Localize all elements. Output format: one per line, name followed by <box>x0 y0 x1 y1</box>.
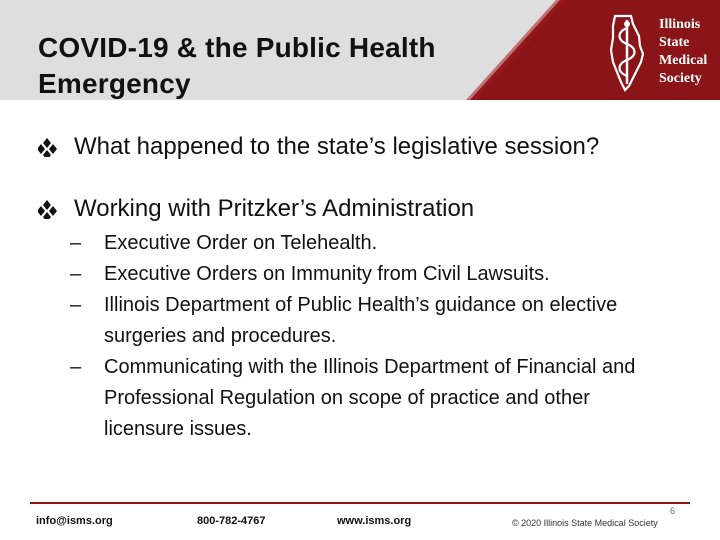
footer-divider <box>30 502 690 504</box>
sub-bullet-item <box>70 228 670 259</box>
bullet-item <box>38 194 708 224</box>
isms-logo <box>605 10 715 95</box>
sub-bullet-item <box>70 259 670 290</box>
footer-email[interactable]: info@isms.org <box>36 515 113 527</box>
dash-marker: – <box>70 356 82 378</box>
sub-bullet-list <box>70 228 670 445</box>
logo-line-3: Medical <box>659 53 708 68</box>
dash-marker: – <box>70 232 82 254</box>
logo-line-4: Society <box>659 71 702 86</box>
logo-line-1: Illinois <box>659 17 701 32</box>
page-number: 6 <box>670 506 676 516</box>
slide-title: COVID-19 & the Public Health Emergency <box>38 32 436 99</box>
bullet-item <box>38 132 708 162</box>
sub-bullet-text: Executive Order on Telehealth. <box>104 232 378 254</box>
bullet-list <box>38 132 708 224</box>
bullet-text: Working with Pritzker’s Administration <box>74 195 475 222</box>
dash-marker: – <box>70 294 82 316</box>
sub-bullet-text: Communicating with the Illinois Department of Financial and Professional Regulation on scope of practice and other licensure issues. <box>104 356 636 440</box>
bullet-text: What happened to the state’s legislative session? <box>74 133 600 160</box>
logo-line-2: State <box>659 35 690 50</box>
diamond-bullet-icon <box>38 199 68 219</box>
dash-marker: – <box>70 263 82 285</box>
sub-bullet-item <box>70 352 670 445</box>
sub-bullet-item <box>70 290 670 352</box>
illinois-caduceus-icon <box>605 10 657 95</box>
logo-text <box>659 16 719 88</box>
footer-copyright: © 2020 Illinois State Medical Society <box>512 518 658 528</box>
diamond-bullet-icon <box>38 137 68 157</box>
footer-website[interactable]: www.isms.org <box>337 515 412 527</box>
footer-phone: 800-782-4767 <box>197 515 266 527</box>
sub-bullet-text: Illinois Department of Public Health’s guidance on elective surgeries and procedures. <box>104 294 618 347</box>
sub-bullet-text: Executive Orders on Immunity from Civil Lawsuits. <box>104 263 550 285</box>
